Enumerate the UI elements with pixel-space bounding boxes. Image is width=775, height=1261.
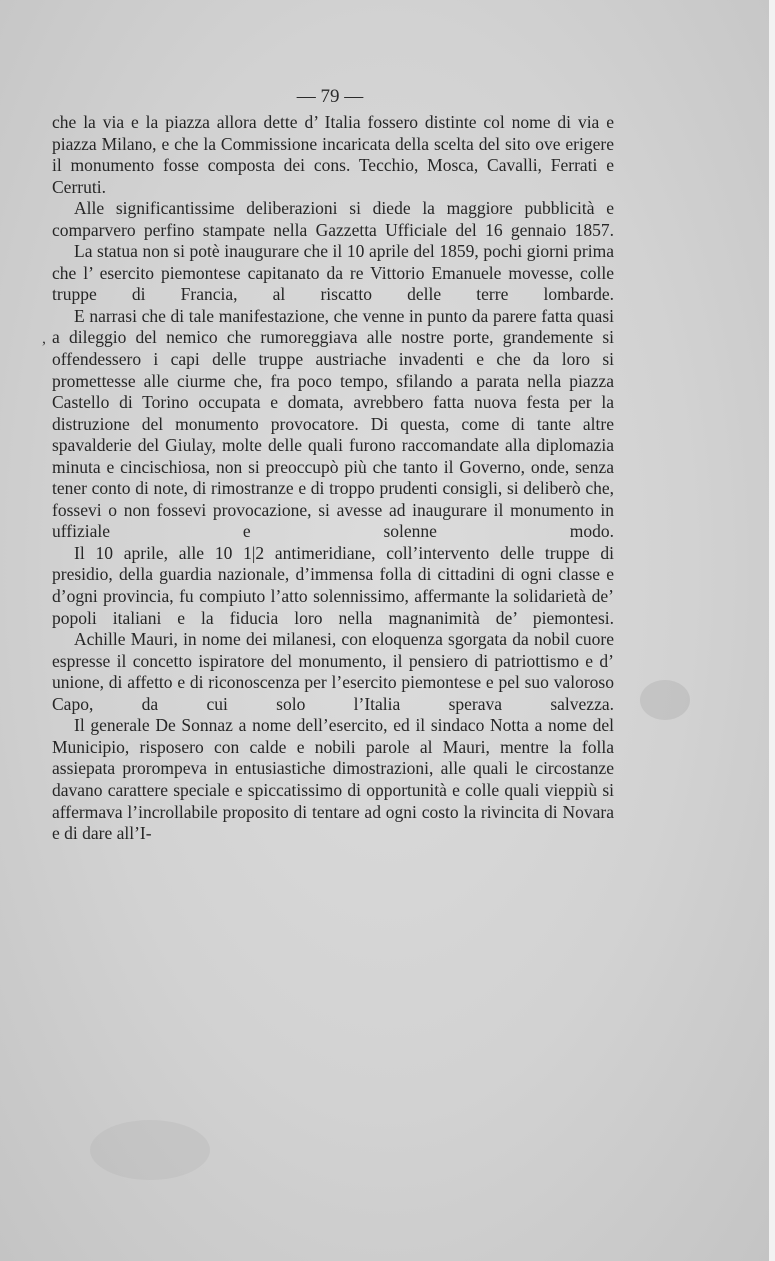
paragraph: E narrasi che di tale manifestazione, che venne in punto da parere fatta quasi a dileggio del nemico che rumoreggiava alle nostre porte, grandemente si offendessero i capi delle truppe austriache invadenti e che da loro si promettesse alle ciurme che, fra poco tempo, sfilando a parata nella piazza Castello di Torino occupata e domata, avrebbero fatta nuova festa per la distruzione del monumento provocatore. Di questa, come di tante altre spavalderie del Giulay, molte delle quali furono raccomandate alla diplomazia minuta e cincischiosa, non si preoccupò più che tanto il Governo, onde, senza tener conto di note, di rimostranze e di troppo prudenti consigli, si deliberò che, fossevi o non fossevi provocazione, si avesse ad inaugurare il monumento in uffiziale e solenne modo. <box>52 305 614 542</box>
page-stain <box>640 680 690 720</box>
page-stain <box>90 1120 210 1180</box>
body-text <box>52 112 614 845</box>
paragraph: La statua non si potè inaugurare che il 10 aprile del 1859, pochi giorni prima che l’ esercito piemontese capitanato da re Vittorio Emanuele movesse, colle truppe di Francia, al riscatto delle terre lombarde. <box>52 241 614 305</box>
margin-mark: , <box>42 330 46 347</box>
paragraph: che la via e la piazza allora dette d’ Italia fossero distinte col nome di via e piazza Milano, e che la Commissione incaricata della scelta del sito ove erigere il monumento fosse composta dei cons. Tecchio, Mosca, Cavalli, Ferrati e Cerruti. <box>52 112 614 197</box>
paragraph: Alle significantissime deliberazioni si diede la maggiore pubblicità e comparvero perfino stampate nella Gazzetta Ufficiale del 16 gennaio 1857. <box>52 198 614 240</box>
page-edge <box>769 0 775 1261</box>
page-number: — 79 — <box>296 86 364 107</box>
paragraph: Il generale De Sonnaz a nome dell’esercito, ed il sindaco Notta a nome del Municipio, risposero con calde e nobili parole al Mauri, mentre la folla assiepata prorompeva in entusiastiche dimostrazioni, alle quali le circostanze davano carattere speciale e spiccatissimo di opportunità e colle quali vieppiù si affermava l’incrollabile proposito di tentare ad ogni costo la rivincita di Novara e di dare all’I- <box>52 715 614 844</box>
paragraph: Il 10 aprile, alle 10 1|2 antimeridiane, coll’intervento delle truppe di presidio, della guardia nazionale, d’immensa folla di cittadini di ogni classe e d’ogni provincia, fu compiuto l’atto solennissimo, affermante la solidarietà de’ popoli italiani e la fiducia loro nella magnanimità de’ piemontesi. <box>52 542 614 628</box>
paragraph: Achille Mauri, in nome dei milanesi, con eloquenza sgorgata da nobil cuore espresse il concetto ispiratore del monumento, il pensiero di patriottismo e d’ unione, di affetto e di riconoscenza per l’esercito piemontese e pel suo valoroso Capo, da cui solo l’Italia sperava salvezza. <box>52 629 614 714</box>
